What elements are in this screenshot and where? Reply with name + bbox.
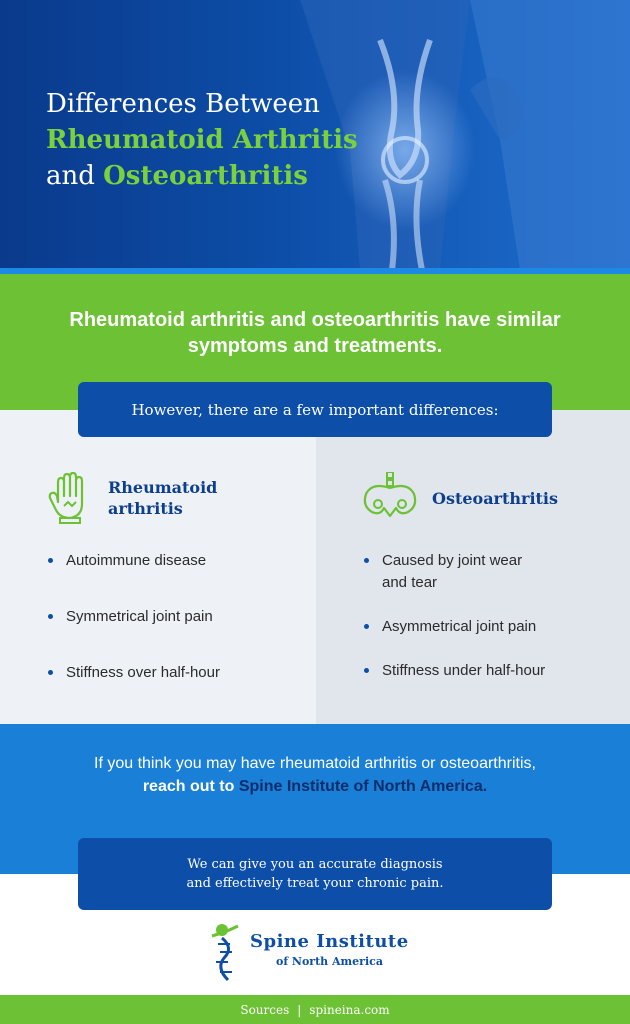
cta-org-name: Spine Institute of North America.: [238, 778, 488, 795]
ra-title-line1: Rheumatoid: [108, 478, 218, 497]
title-highlight-oa: Osteoarthritis: [103, 161, 308, 191]
logo-wordmark: [250, 930, 440, 970]
footer-site-link[interactable]: spineina.com: [309, 1002, 390, 1017]
page-title: [46, 86, 386, 194]
oa-column: [316, 410, 630, 724]
pelvis-icon: [362, 472, 418, 524]
title-highlight-ra: Rheumatoid Arthritis: [46, 125, 358, 155]
oa-bullet-3: Stiffness under half-hour: [364, 660, 545, 682]
oa-bullet-2: Asymmetrical joint pain: [364, 616, 545, 638]
cta-box-line2: and effectively treat your chronic pain.: [186, 876, 444, 891]
footer-separator: |: [297, 1002, 302, 1017]
hand-icon: [46, 472, 94, 524]
ra-title: [108, 477, 217, 519]
ra-title-line2: arthritis: [108, 499, 183, 518]
ra-bullet-1: Autoimmune disease: [48, 550, 220, 572]
title-and: and: [46, 161, 95, 191]
oa-header: [362, 472, 558, 524]
oa-title: Osteoarthritis: [432, 488, 558, 508]
oa-bullet-1-line2: and tear: [382, 574, 438, 591]
hero-banner: [0, 0, 630, 270]
differences-banner: However, there are a few important differences:: [78, 382, 552, 437]
ra-bullet-2: Symmetrical joint pain: [48, 606, 220, 628]
logo-line2: of North America: [276, 955, 383, 968]
cta-text-part1: If you think you may have rheumatoid arthritis or osteoarthritis,: [94, 755, 536, 772]
intro-text: Rheumatoid arthritis and osteoarthritis have similar symptoms and treatments.: [69, 309, 561, 357]
footer: [0, 995, 630, 1024]
oa-bullet-1: [364, 550, 545, 594]
ra-column: [0, 410, 316, 724]
cta-box-line1: We can give you an accurate diagnosis: [187, 857, 443, 872]
title-line3: [46, 158, 386, 194]
oa-bullet-1-line1: Caused by joint wear: [382, 552, 523, 569]
spine-logo-icon: [208, 922, 248, 984]
cta-text: [90, 752, 540, 798]
title-line1: Differences Between: [46, 89, 320, 119]
comparison-section: [0, 410, 630, 724]
oa-bullet-list: [364, 550, 545, 682]
ra-bullet-list: [48, 550, 220, 684]
cta-box: [78, 838, 552, 910]
ra-bullet-3: Stiffness over half-hour: [48, 662, 220, 684]
logo-line1: Spine Institute: [250, 931, 409, 952]
footer-label: Sources: [240, 1002, 290, 1017]
cta-text-bold: reach out to: [142, 778, 235, 795]
logo: [208, 922, 428, 984]
ra-header: [46, 472, 217, 524]
